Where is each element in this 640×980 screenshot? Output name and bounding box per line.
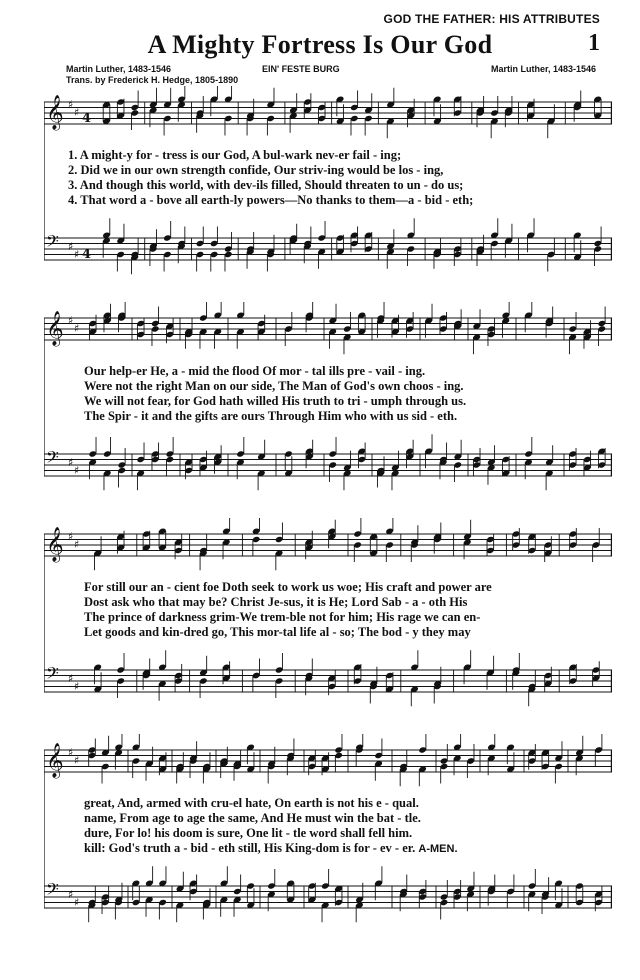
author-credit: Martin Luther, 1483-1546	[66, 64, 172, 74]
hymn-title: A Mighty Fortress Is Our God	[147, 30, 493, 59]
category-heading: GOD THE FATHER: HIS ATTRIBUTES	[383, 12, 600, 26]
sharp-icon: ♯	[74, 680, 80, 693]
lyrics-block	[44, 364, 612, 424]
lyric-line: Were not the right Man on our side, The Man of God's own choos - ing.	[84, 379, 464, 393]
sharp-icon: ♯	[74, 896, 80, 909]
lyric-line: We will not fear, for God hath willed His truth to tri - umph through us.	[84, 394, 467, 408]
time-signature-icon: 4	[82, 247, 92, 262]
sharp-icon: ♯	[68, 530, 74, 543]
sharp-icon: ♯	[68, 456, 74, 469]
hymn-number: 1	[588, 30, 600, 56]
treble-clef-icon: 𝄞	[46, 95, 64, 130]
sharp-icon: ♯	[74, 754, 80, 767]
lyric-line: 3. And though this world, with dev-ils filled, Should threaten to un - do us;	[68, 178, 464, 192]
sharp-icon: ♯	[68, 746, 74, 759]
sharp-icon: ♯	[68, 240, 74, 253]
treble-clef-icon: 𝄞	[46, 527, 64, 562]
lyric-line: Our help-er He, a - mid the flood Of mor - tal ills pre - vail - ing.	[84, 364, 426, 378]
lyric-line: 2. Did we in our own strength confide, Our striv-ing would be los - ing,	[68, 163, 444, 177]
lyric-line: 4. That word a - bove all earth-ly powers—No thanks to them—a - bid - eth;	[68, 193, 474, 207]
lyric-line: Dost ask who that may be? Christ Je-sus, it is He; Lord Sab - a - oth His	[84, 595, 468, 609]
translator-credit: Trans. by Frederick H. Hedge, 1805-1890	[66, 75, 239, 85]
sharp-icon: ♯	[74, 538, 80, 551]
lyric-line	[44, 841, 612, 857]
lyric-line: The Spir - it and the gifts are ours Through Him who with us sid - eth.	[84, 409, 458, 423]
treble-clef-icon: 𝄞	[46, 743, 64, 778]
lyrics-block	[44, 796, 612, 857]
composer-credit: Martin Luther, 1483-1546	[490, 64, 596, 74]
sharp-icon: ♯	[74, 248, 80, 261]
sharp-icon: ♯	[74, 322, 80, 335]
music-system-1	[44, 86, 612, 318]
music-system-4	[44, 734, 612, 966]
amen-label: A-MEN.	[418, 843, 458, 855]
lyric-line: 1. A might-y for - tress is our God, A bul-wark nev-er fail - ing;	[68, 148, 402, 162]
sharp-icon: ♯	[68, 314, 74, 327]
lyric-line: For still our an - cient foe Doth seek to work us woe; His craft and power are	[84, 580, 492, 594]
credits-author-block	[66, 64, 238, 86]
bass-clef-icon: 𝄢	[46, 447, 59, 471]
lyric-line: The prince of darkness grim-We trem-ble not for him; His rage we can en-	[84, 610, 481, 624]
sharp-icon: ♯	[74, 106, 80, 119]
sharp-icon: ♯	[68, 888, 74, 901]
lyrics-block	[44, 580, 612, 640]
tune-name: EIN' FESTE BURG	[262, 64, 340, 74]
lyric-text: kill: God's truth a - bid - eth still, His King-dom is for - ev - er.	[84, 841, 416, 855]
bass-clef-icon: 𝄢	[46, 231, 59, 255]
bass-clef-icon: 𝄢	[46, 663, 59, 687]
lyric-line: dure, For lo! his doom is sure, One lit - tle word shall fell him.	[84, 826, 413, 840]
lyrics-block	[44, 148, 612, 208]
treble-clef-icon: 𝄞	[46, 311, 64, 346]
sharp-icon: ♯	[68, 672, 74, 685]
lyric-line: name, From age to age the same, And He must win the bat - tle.	[84, 811, 421, 825]
sharp-icon: ♯	[68, 98, 74, 111]
time-signature-icon: 4	[82, 111, 92, 126]
sharp-icon: ♯	[74, 464, 80, 477]
music-system-3	[44, 518, 612, 750]
bass-clef-icon: 𝄢	[46, 879, 59, 903]
lyric-line: Let goods and kin-dred go, This mor-tal life al - so; The bod - y they may	[84, 625, 471, 639]
music-system-2	[44, 302, 612, 534]
lyric-line: great, And, armed with cru-el hate, On earth is not his e - qual.	[84, 796, 419, 810]
